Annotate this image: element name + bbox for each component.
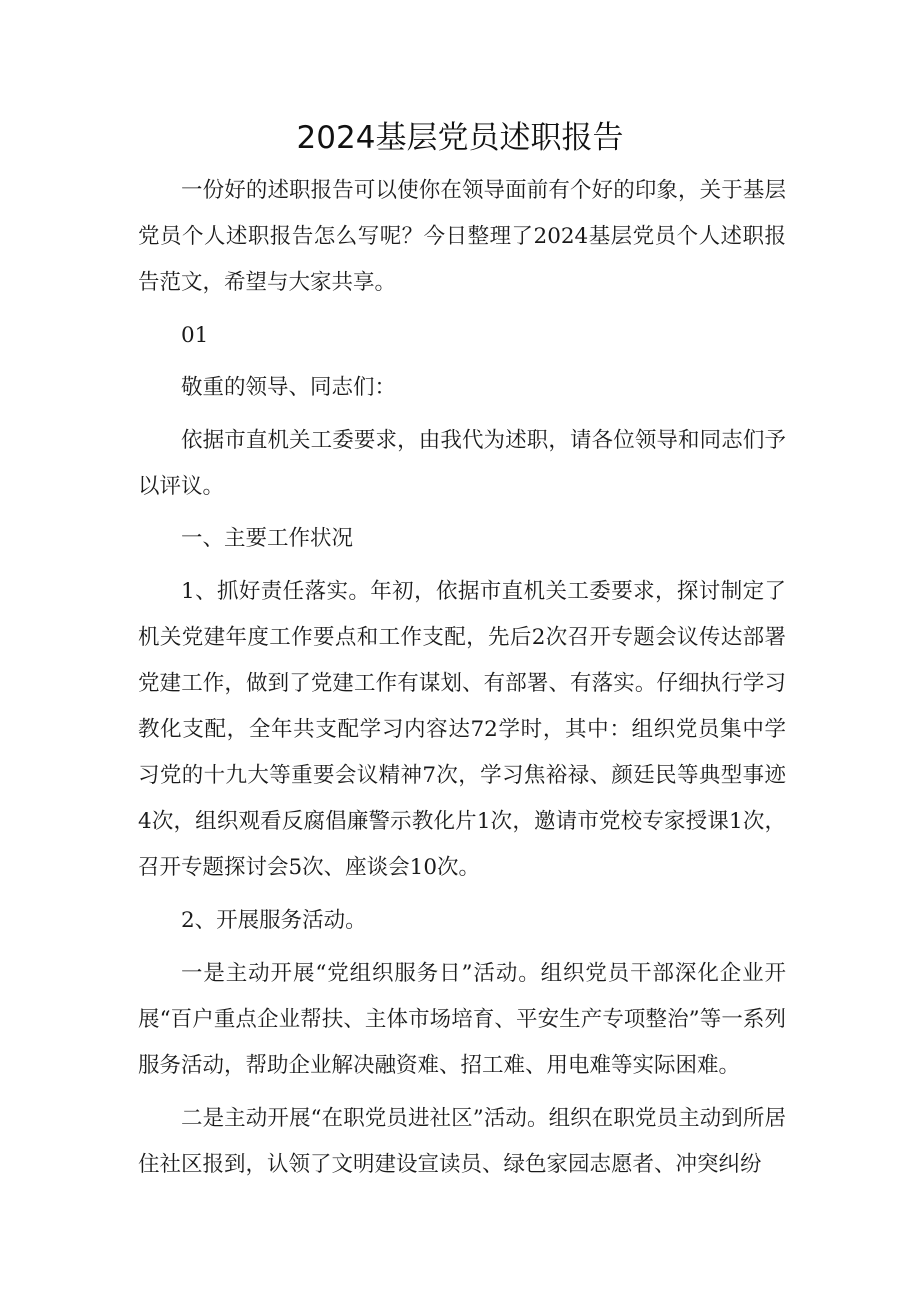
body-paragraph: 一是主动开展“党组织服务日”活动。组织党员干部深化企业开展“百户重点企业帮扶、主体市场培育、平安生产专项整治”等一系列服务活动，帮助企业解决融资难、招工难、用电难等实际困难。	[138, 961, 786, 1078]
body-paragraph: 1、抓好责任落实。年初，依据市直机关工委要求，探讨制定了机关党建年度工作要点和工作支配，先后2次召开专题会议传达部署党建工作，做到了党建工作有谋划、有部署、有落实。仔细执行学习教化支配，全年共支配学习内容达72学时，其中：组织党员集中学习党的十九大等重要会议精神7次，学习焦裕禄、颜廷民等典型事迹4次，组织观看反腐倡廉警示教化片1次，邀请市党校专家授课1次，召开专题探讨会5次、座谈会10次。	[138, 579, 786, 880]
body-paragraph: 二是主动开展“在职党员进社区”活动。组织在职党员主动到所居住社区报到，认领了文明建设宣读员、绿色家园志愿者、冲突纠纷	[138, 1106, 786, 1177]
intro-paragraph: 一份好的述职报告可以使你在领导面前有个好的印象，关于基层党员个人述职报告怎么写呢？今日整理了2024基层党员个人述职报告范文，希望与大家共享。	[138, 178, 786, 295]
subsection-heading: 2、开展服务活动。	[181, 908, 367, 933]
document-title: 2024基层党员述职报告	[296, 120, 624, 156]
section-number: 01	[181, 323, 209, 348]
section-heading: 一、主要工作状况	[181, 526, 354, 551]
document-body	[138, 168, 786, 1188]
salutation: 敬重的领导、同志们：	[181, 375, 397, 400]
opening-paragraph: 依据市直机关工委要求，由我代为述职，请各位领导和同志们予以评议。	[138, 428, 786, 499]
